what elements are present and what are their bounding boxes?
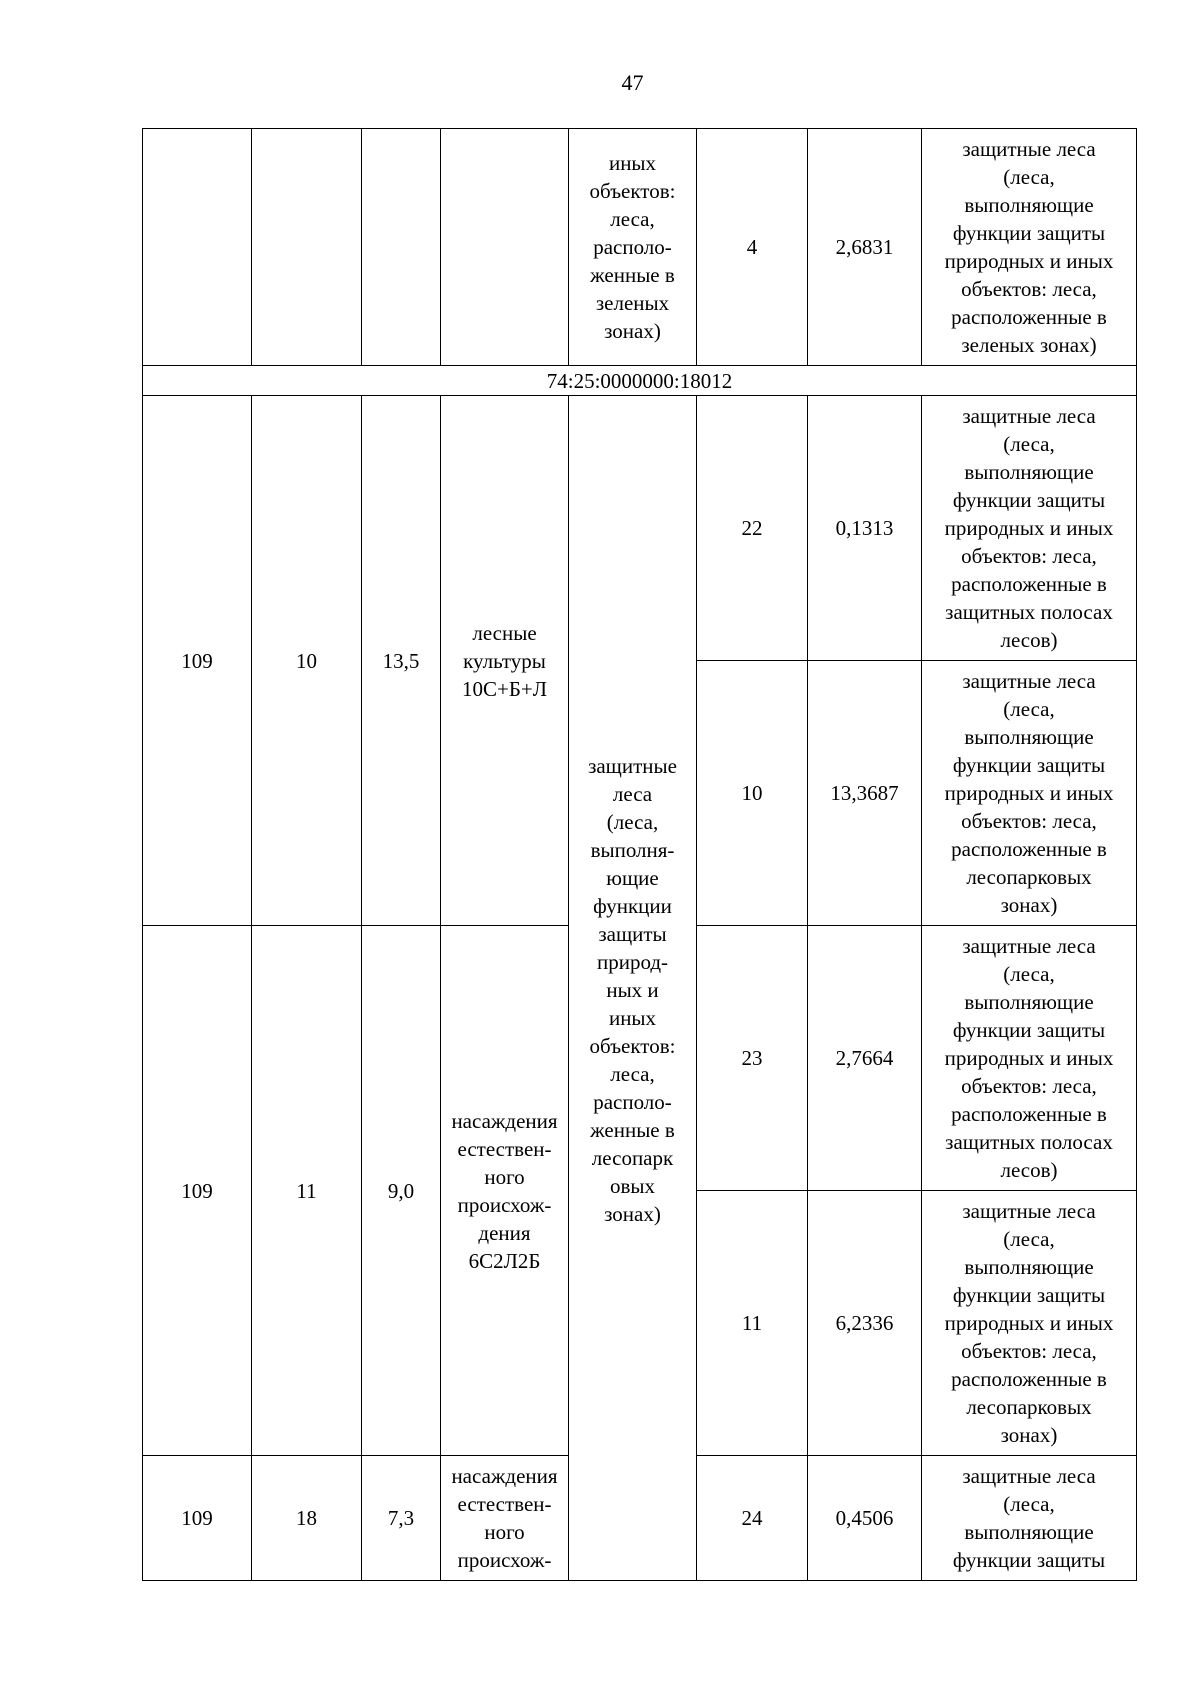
cell-composition: лесные культуры 10С+Б+Л	[441, 396, 569, 926]
table-row-continuation	[143, 129, 1137, 366]
cell-plot: 10	[252, 396, 362, 926]
cell-quarter	[143, 129, 252, 366]
cell-new-quarter: 10	[697, 661, 808, 926]
cell-new-quarter: 4	[697, 129, 808, 366]
cell-composition: насаждения естествен- ного происхож-	[441, 1456, 569, 1581]
cell-new-area: 13,3687	[808, 661, 922, 926]
cell-new-area: 0,1313	[808, 396, 922, 661]
cell-area	[362, 129, 441, 366]
table-row-cadastral	[143, 366, 1137, 396]
cell-new-area: 6,2336	[808, 1191, 922, 1456]
cell-new-quarter: 23	[697, 926, 808, 1191]
page-number: 47	[621, 70, 644, 95]
cell-composition: насаждения естествен- ного происхож- дения 6С2Л2Б	[441, 926, 569, 1456]
cell-new-quarter: 22	[697, 396, 808, 661]
cell-new-quarter: 24	[697, 1456, 808, 1581]
cell-quarter: 109	[143, 1456, 252, 1581]
cell-new-category: защитные леса (леса, выполняющие функции защиты природных и иных объектов: леса, расположенные в лесопарковых зонах)	[922, 661, 1137, 926]
cell-plot	[252, 129, 362, 366]
cell-composition	[441, 129, 569, 366]
cell-area: 13,5	[362, 396, 441, 926]
table-row	[143, 396, 1137, 661]
cell-quarter: 109	[143, 396, 252, 926]
cell-plot: 11	[252, 926, 362, 1456]
cell-new-area: 0,4506	[808, 1456, 922, 1581]
cell-plot: 18	[252, 1456, 362, 1581]
cell-new-category: защитные леса (леса, выполняющие функции защиты природных и иных объектов: леса, расположенные в защитных полосах лесов)	[922, 396, 1137, 661]
cell-area: 9,0	[362, 926, 441, 1456]
cell-area: 7,3	[362, 1456, 441, 1581]
cell-category-shared: защитные леса (леса, выполня- ющие функции защиты природ- ных и иных объектов: леса, располо- женные в лесопарк овых зонах)	[569, 396, 697, 1581]
cell-new-category: защитные леса (леса, выполняющие функции защиты природных и иных объектов: леса, расположенные в защитных полосах лесов)	[922, 926, 1137, 1191]
cell-new-area: 2,7664	[808, 926, 922, 1191]
cadastral-number: 74:25:0000000:18012	[143, 366, 1137, 396]
cell-new-category: защитные леса (леса, выполняющие функции защиты	[922, 1456, 1137, 1581]
cell-new-area: 2,6831	[808, 129, 922, 366]
forest-plots-table	[142, 128, 1137, 1581]
cell-new-category: защитные леса (леса, выполняющие функции защиты природных и иных объектов: леса, расположенные в зеленых зонах)	[922, 129, 1137, 366]
cell-new-quarter: 11	[697, 1191, 808, 1456]
cell-new-category: защитные леса (леса, выполняющие функции защиты природных и иных объектов: леса, расположенные в лесопарковых зонах)	[922, 1191, 1137, 1456]
cell-quarter: 109	[143, 926, 252, 1456]
cell-category: иных объектов: леса, располо- женные в зеленых зонах)	[569, 129, 697, 366]
